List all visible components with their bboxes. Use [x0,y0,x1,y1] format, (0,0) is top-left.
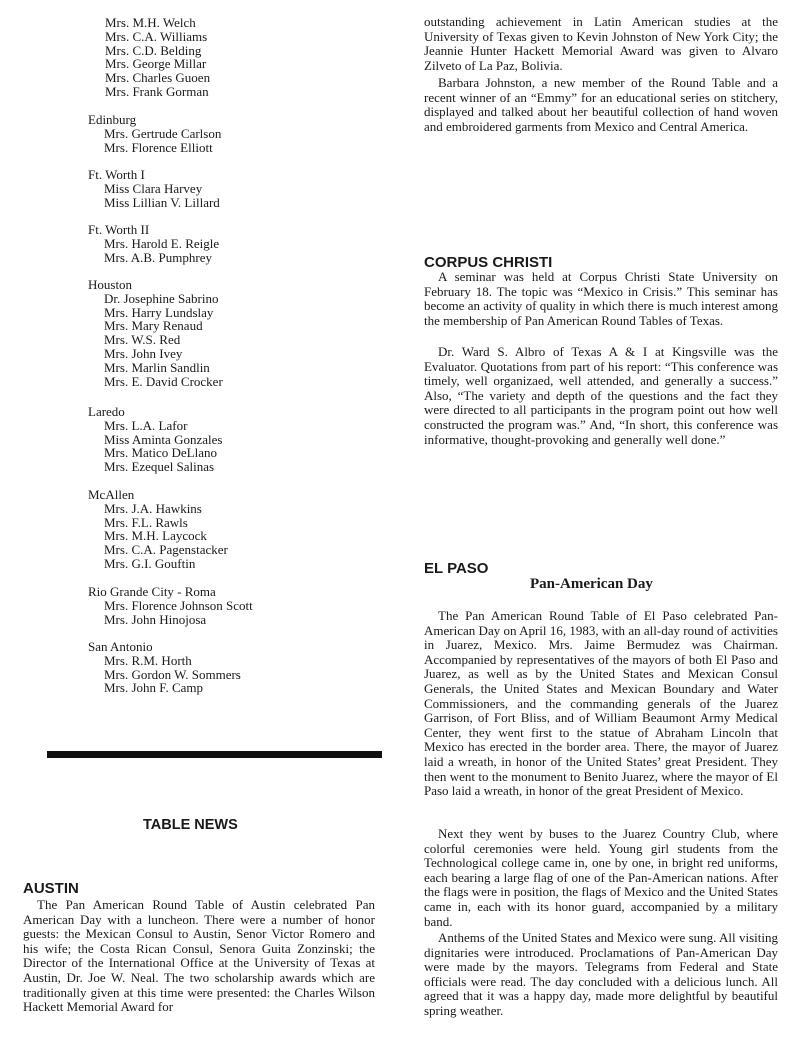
member-name: Mrs. F.L. Rawls [104,514,188,530]
member-name: Mrs. Ezequel Salinas [104,459,215,475]
member-name: Mrs. Gertrude Carlson [104,125,222,141]
member-name: Mrs. L.A. Lafor [104,417,188,433]
city-name: McAllen [88,487,135,502]
el-paso-paragraph: The Pan American Round Table of El Paso celebrated Pan-American Day on April 16, 1983, with an all-day round of activities in Juarez, Mexico. Mrs. Jaime Bermudez was Chairman. Accompanied by representatives of the mayors of both El Paso and Juarez, as well as by the United States and Mexican Consul Generals, the United States and Mexican Boundary and Water Commissioners, and the commanding generals of the Juarez Garrison, of Fort Bliss, and of William Beaumont Army Medical Center, they went first to the statue of Abraham Lincoln that Mexico has erected in the border area. There, the mayor of Juarez laid a wreath, in honor of the United States’ great President. They then went to the monument to Benito Juarez, where the mayor of El Paso laid a wreath, in honor of the great President of Mexico. [424,608,778,799]
member-name: Mrs. John Ivey [104,345,183,361]
member-name: Dr. Josephine Sabrino [104,290,219,306]
member-name: Mrs. Marlin Sandlin [104,359,210,375]
member-name: Mrs. George Millar [105,56,207,72]
table-news-heading: TABLE NEWS [143,817,238,833]
member-group [88,585,378,626]
austin-heading: AUSTIN [23,880,79,897]
member-group [88,168,378,209]
corpus-christi-paragraph: A seminar was held at Corpus Christi State University on February 18. The topic was “Mexico in Crisis.” This seminar has become an activity of quality in which there is much interest among the membership of Pan American Round Tables of Texas. [424,269,778,328]
city-name: Ft. Worth I [88,167,145,182]
el-paso-paragraph: Next they went by buses to the Juarez Country Club, where colorful ceremonies were held. Young girl students from the Technological college came in, one by one, in bright red uniforms, each bearing a large flag of one of the Pan-American nations. After the flags were in position, the flags of Mexico and the United States came in, each with its honor guard, accompanied by a military band. [424,826,778,929]
city-name: Edinburg [88,112,137,127]
austin-continued-paragraph: outstanding achievement in Latin American studies at the University of Texas given to Kevin Johnston of New York City; the Jeannie Hunter Hackett Memorial Award was given to Alvaro Zilveto of La Paz, Bolivia. [424,14,778,73]
city-name: Laredo [88,404,125,419]
member-name: Mrs. G.I. Gouftin [104,555,196,571]
member-name: Mrs. C.A. Pagenstacker [104,542,228,558]
member-name: Mrs. Mary Renaud [104,318,203,334]
el-paso-heading: EL PASO [424,560,489,577]
member-group [88,278,378,388]
austin-continued-paragraph: Barbara Johnston, a new member of the Round Table and a recent winner of an “Emmy” for an educational series on stitchery, displayed and talked about her beautiful collection of hand woven and embroidered garments from Mexico and Central America. [424,75,778,134]
member-name: Miss Aminta Gonzales [104,431,223,447]
member-group [88,223,378,264]
corpus-christi-heading: CORPUS CHRISTI [424,254,553,271]
member-name: Mrs. John Hinojosa [104,611,207,627]
member-name: Mrs. Harold E. Reigle [104,235,220,251]
member-group [88,16,378,99]
member-group [88,488,378,571]
member-name: Mrs. M.H. Welch [105,15,196,30]
austin-paragraph: The Pan American Round Table of Austin celebrated Pan American Day with a luncheon. There were a number of honor guests: the Mexican Consul to Austin, Senor Victor Romero and his wife; the Costa Rican Consul, Senora Guita Zonzinski; the Director of the International Office at the University of Texas at Austin, Dr. Joe W. Neal. The two scholarship awards which are traditionally given at this time were presented: the Charles Wilson Hackett Memorial Award for [23,897,375,1015]
el-paso-paragraph: Anthems of the United States and Mexico were sung. All visiting dignitaries were introduced. Proclamations of Pan-American Day were made by the mayors. Telegrams from Federal and State officials were read. The day concluded with a delicious lunch. All agreed that it was a happy day, made more delightful by beautiful spring weather. [424,930,778,1018]
member-name: Mrs. Harry Lundslay [104,304,214,320]
member-name: Mrs. E. David Crocker [104,373,223,389]
member-name: Mrs. John F. Camp [104,680,203,696]
member-name: Mrs. Matico DeLlano [104,445,218,461]
city-name: San Antonio [88,639,153,654]
member-name: Mrs. Florence Johnson Scott [104,597,253,613]
member-name: Mrs. Gordon W. Sommers [104,666,241,682]
member-name: Mrs. C.D. Belding [105,42,202,58]
member-name: Mrs. J.A. Hawkins [104,500,202,516]
member-name: Mrs. C.A. Williams [105,28,208,44]
member-name: Mrs. A.B. Pumphrey [104,249,212,265]
member-name: Mrs. Frank Gorman [105,83,209,99]
member-name: Mrs. M.H. Laycock [104,528,207,544]
member-name: Miss Clara Harvey [104,180,203,196]
city-name: Houston [88,277,133,292]
city-name: Rio Grande City - Roma [88,584,216,599]
member-name: Mrs. Charles Guoen [105,70,211,86]
city-name: Ft. Worth II [88,222,150,237]
member-group [88,640,378,695]
el-paso-subheading: Pan-American Day [530,576,653,592]
member-name: Mrs. Florence Elliott [104,139,213,155]
corpus-christi-paragraph: Dr. Ward S. Albro of Texas A & I at Kingsville was the Evaluator. Quotations from part of his report: “This conference was timely, well organizaed, well attended, and generally a success.” Also, “The variety and depth of the questions and the fact they were directed to all participants in the program point out how well constructed the program was.” And, “In short, this conference was informative, thought-provoking and generally well done.” [424,344,778,447]
member-name: Mrs. W.S. Red [104,332,181,348]
member-group [88,405,378,474]
member-name: Mrs. R.M. Horth [104,652,192,668]
member-group [88,113,378,154]
member-name: Miss Lillian V. Lillard [104,194,220,210]
section-divider [47,751,382,758]
